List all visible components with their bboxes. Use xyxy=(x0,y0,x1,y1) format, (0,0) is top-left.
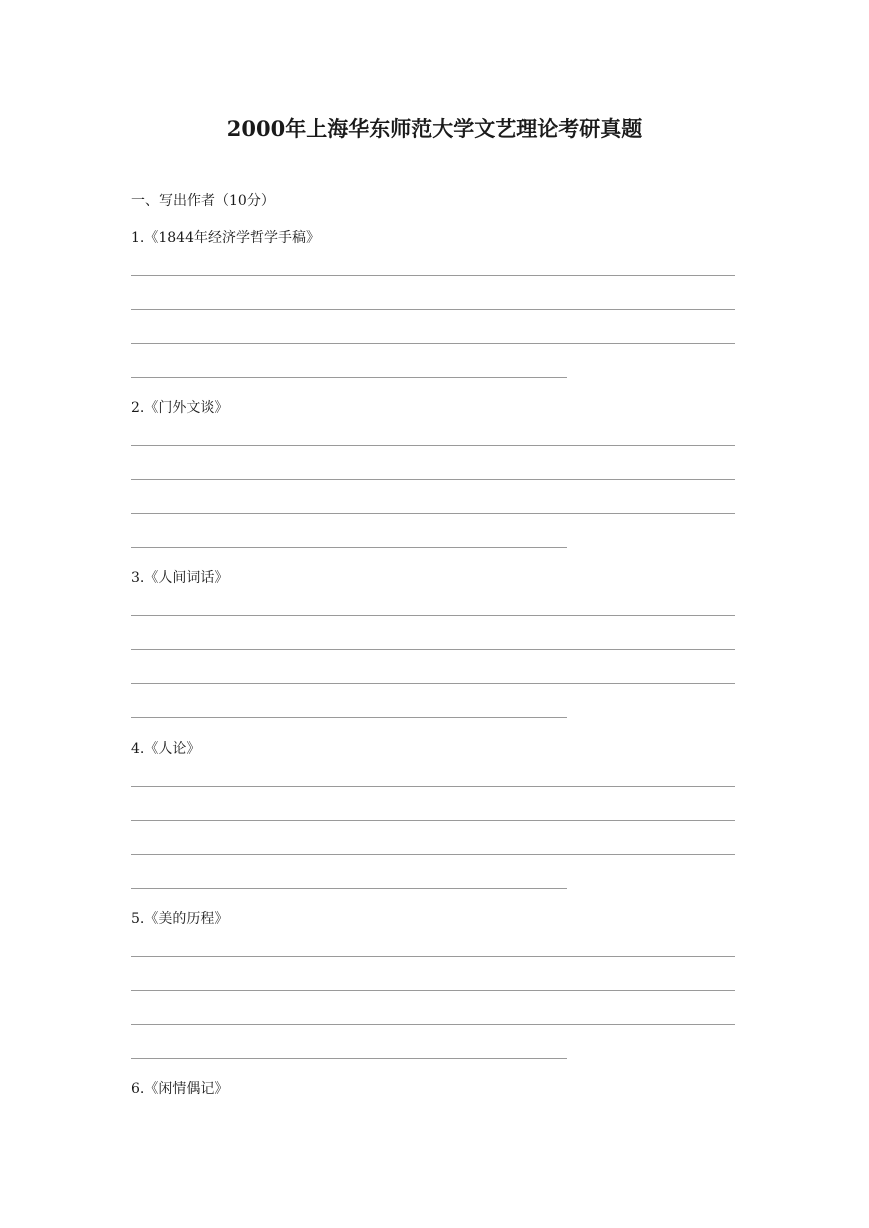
page-title: 2000年上海华东师范大学文艺理论考研真题 xyxy=(226,116,643,141)
answer-line[interactable] xyxy=(131,888,567,889)
answer-line[interactable] xyxy=(131,547,567,548)
answer-line[interactable] xyxy=(131,649,735,650)
answer-line[interactable] xyxy=(131,854,735,855)
answer-line[interactable] xyxy=(131,615,735,616)
answer-line[interactable] xyxy=(131,479,735,480)
answer-line[interactable] xyxy=(131,786,735,787)
answer-line[interactable] xyxy=(131,445,735,446)
answer-line[interactable] xyxy=(131,683,735,684)
question-label: 3.《人间词话》 xyxy=(131,570,229,586)
answer-line[interactable] xyxy=(131,956,735,957)
answer-line[interactable] xyxy=(131,1024,735,1025)
answer-line[interactable] xyxy=(131,990,735,991)
question-label: 6.《闲情偶记》 xyxy=(131,1081,229,1097)
answer-line[interactable] xyxy=(131,309,735,310)
question-label: 4.《人论》 xyxy=(131,741,201,757)
answer-line[interactable] xyxy=(131,717,567,718)
answer-line[interactable] xyxy=(131,820,735,821)
section-heading: 一、写出作者（10分） xyxy=(131,193,275,209)
answer-line[interactable] xyxy=(131,513,735,514)
answer-line[interactable] xyxy=(131,275,735,276)
question-label: 1.《1844年经济学哲学手稿》 xyxy=(131,230,320,246)
answer-line[interactable] xyxy=(131,343,735,344)
question-label: 2.《门外文谈》 xyxy=(131,400,229,416)
answer-line[interactable] xyxy=(131,377,567,378)
answer-line[interactable] xyxy=(131,1058,567,1059)
question-label: 5.《美的历程》 xyxy=(131,911,229,927)
